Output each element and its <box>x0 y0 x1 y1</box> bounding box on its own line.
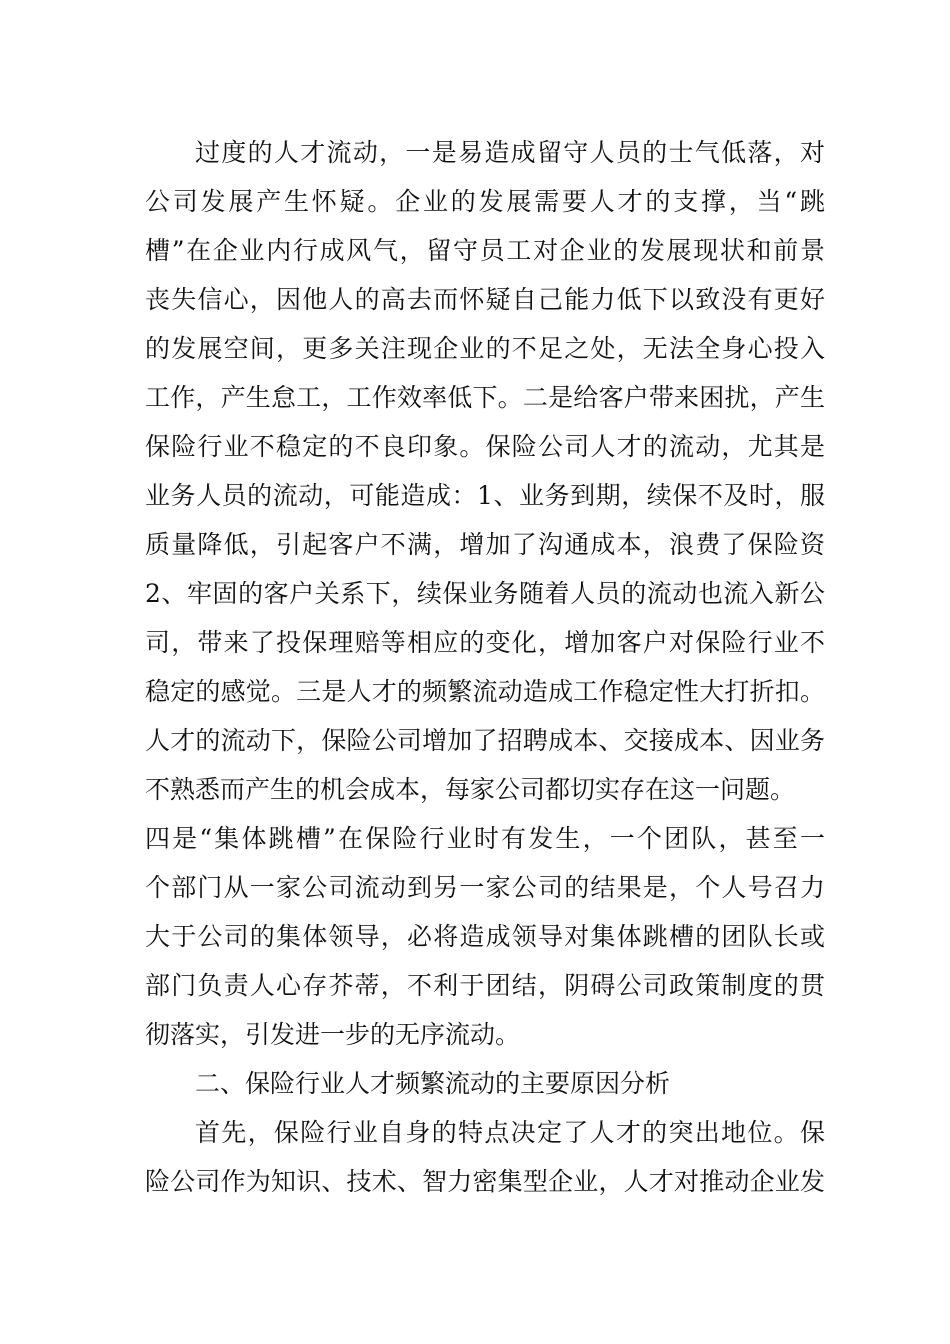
text-line: 彻落实，引发进一步的无序流动。 <box>145 1020 521 1049</box>
text-line: 个部门从一家公司流动到另一家公司的结果是，个人号召力 <box>145 873 825 902</box>
text-line: 大于公司的集体领导，必将造成领导对集体跳槽的团队长或 <box>145 922 825 951</box>
text-line: 槽”在企业内行成风气，留守员工对企业的发展现状和前景 <box>145 236 825 265</box>
text-line: 过度的人才流动，一是易造成留守人员的士气低落，对 <box>195 138 825 167</box>
text-line: 业务人员的流动，可能造成：1、业务到期，续保不及时，服 <box>145 481 825 510</box>
text-line: 公司发展产生怀疑。企业的发展需要人才的支撑，当“跳 <box>145 187 825 216</box>
text-line: 丧失信心，因他人的高去而怀疑自己能力低下以致没有更好 <box>145 285 825 314</box>
text-line: 部门负责人心存芥蒂，不利于团结，阴碍公司政策制度的贯 <box>145 971 825 1000</box>
text-line: 2、牢固的客户关系下，续保业务随着人员的流动也流入新公 <box>145 579 825 608</box>
text-line: 稳定的感觉。三是人才的频繁流动造成工作稳定性大打折扣。 <box>145 677 825 706</box>
text-line: 司，带来了投保理赔等相应的变化，增加客户对保险行业不 <box>145 628 825 657</box>
text-line: 人才的流动下，保险公司增加了招聘成本、交接成本、因业务 <box>145 726 825 755</box>
document-body <box>145 128 825 1206</box>
text-line: 质量降低，引起客户不满，增加了沟通成本，浪费了保险资 <box>145 530 825 559</box>
text-line: 险公司作为知识、技术、智力密集型企业，人才对推动企业发 <box>145 1167 825 1196</box>
text-line: 工作，产生怠工，工作效率低下。二是给客户带来困扰，产生 <box>145 383 825 412</box>
paragraph-main-causes <box>145 1108 825 1206</box>
text-line: 的发展空间，更多关注现企业的不足之处，无法全身心投入 <box>145 334 825 363</box>
section-heading: 二、保险行业人才频繁流动的主要原因分析 <box>195 1069 671 1098</box>
text-line: 保险行业不稳定的不良印象。保险公司人才的流动，尤其是 <box>145 432 825 461</box>
text-line: 不熟悉而产生的机会成本，每家公司都切实存在这一问题。 <box>145 775 796 804</box>
text-line: 四是“集体跳槽”在保险行业时有发生，一个团队，甚至一 <box>145 824 825 853</box>
paragraph-talent-flow-effects <box>145 128 825 1059</box>
text-line: 首先，保险行业自身的特点决定了人才的突出地位。保 <box>195 1118 825 1147</box>
